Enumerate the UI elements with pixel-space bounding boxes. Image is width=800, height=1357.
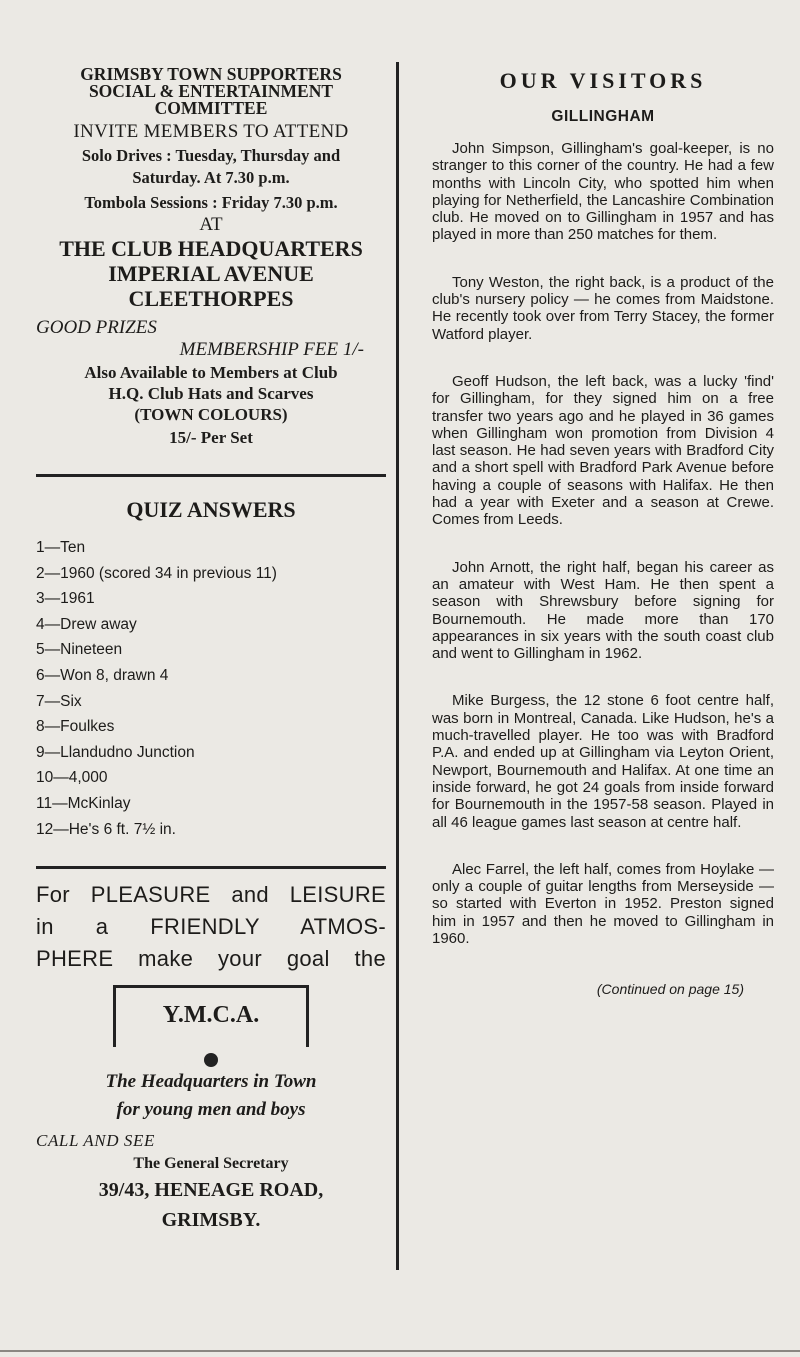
set-price: 15/- Per Set bbox=[169, 428, 253, 447]
tombola-sessions: Tombola Sessions : Friday 7.30 p.m. bbox=[84, 193, 338, 212]
at-text: AT bbox=[199, 214, 223, 235]
available-line3: (TOWN COLOURS) bbox=[134, 405, 288, 424]
quiz-answer: 2—1960 (scored 34 in previous 11) bbox=[36, 564, 277, 582]
player-paragraph: Geoff Hudson, the left back, was a lucky 'find' for Gillingham, for they signed him on a free transfer two years ago and he played in 36 games when Gillingham won promotion from Division 4 last season. He had seven years with Bradford City and a short spell with Bradford Park Avenue before having a couple of seasons with Halifax. He then had a year with Exeter and a season at Crewe. Comes from Leeds. bbox=[432, 372, 774, 529]
quiz-answer: 9—Llandudno Junction bbox=[36, 743, 195, 761]
ymca-line1: For PLEASURE and LEISURE bbox=[36, 882, 386, 908]
ymca-tagline1: The Headquarters in Town bbox=[105, 1071, 317, 1093]
ymca-advert bbox=[36, 879, 386, 1233]
visitors-title: OUR VISITORS bbox=[499, 68, 707, 93]
invite-text: INVITE MEMBERS TO ATTEND bbox=[73, 121, 349, 142]
ymca-line2: in a FRIENDLY ATMOS- bbox=[36, 914, 386, 940]
solo-drives-line1: Solo Drives : Tuesday, Thursday and bbox=[81, 146, 341, 165]
hq-line3: CLEETHORPES bbox=[128, 286, 294, 311]
ymca-tagline2: for young men and boys bbox=[116, 1099, 306, 1121]
quiz-answer: 11—McKinlay bbox=[36, 794, 131, 812]
available-line2: H.Q. Club Hats and Scarves bbox=[108, 384, 314, 403]
section-divider bbox=[36, 866, 386, 869]
good-prizes: GOOD PRIZES bbox=[36, 317, 157, 338]
quiz-section bbox=[36, 497, 386, 842]
quiz-answer: 1—Ten bbox=[36, 539, 86, 556]
ymca-address: 39/43, HENEAGE ROAD, bbox=[98, 1179, 324, 1202]
solo-drives-line2: Saturday. At 7.30 p.m. bbox=[132, 168, 290, 187]
player-paragraph: Alec Farrel, the left half, comes from Hoylake — only a couple of guitar lengths from Merseyside — so started with Everton in 1952. Preston signed him in 1957 and then he moved to Gillingham in 1960. bbox=[432, 860, 774, 947]
ymca-line3: PHERE make your goal the bbox=[36, 946, 386, 972]
membership-fee: MEMBERSHIP FEE 1/- bbox=[179, 339, 364, 360]
ymca-town: GRIMSBY. bbox=[161, 1209, 261, 1232]
player-paragraph: Mike Burgess, the 12 stone 6 foot centre half, was born in Montreal, Canada. Like Hudson, he's a much-travelled player. He too was with Bradford P.A. and ended up at Gillingham via Leyton Orient, Newport, Bournemouth and Halifax. At one time an inside forward, he got 24 goals from inside forward for Bournemouth in the 1957-58 season. Played in all 46 league games last season at centre half. bbox=[432, 692, 774, 831]
general-secretary: The General Secretary bbox=[133, 1155, 289, 1173]
available-line1: Also Available to Members at Club bbox=[84, 363, 338, 382]
ymca-name-box bbox=[113, 985, 309, 1047]
page-bottom-edge bbox=[0, 1350, 800, 1352]
hq-line2: IMPERIAL AVENUE bbox=[108, 261, 314, 286]
quiz-answer: 5—Nineteen bbox=[36, 641, 123, 659]
quiz-title: QUIZ ANSWERS bbox=[126, 497, 296, 522]
ymca-name: Y.M.C.A. bbox=[162, 1002, 260, 1029]
visiting-club-name: GILLINGHAM bbox=[551, 108, 655, 125]
quiz-answer: 6—Won 8, drawn 4 bbox=[36, 666, 169, 684]
player-paragraph: John Simpson, Gillingham's goal-keeper, is no stranger to this corner of the country. He had a few months with Lincoln City, who spotted him when playing for Netherfield, the Lancashire Combination club. He moved on to Gillingham in 1957 and has played in more than 250 matches for them. bbox=[432, 140, 774, 244]
continued-note: (Continued on page 15) bbox=[596, 981, 744, 998]
quiz-answers-list bbox=[36, 535, 386, 842]
org-name-line1: GRIMSBY TOWN SUPPORTERS bbox=[80, 64, 342, 84]
bullet-dot-icon bbox=[204, 1053, 218, 1067]
player-paragraph: John Arnott, the right half, began his career as an amateur with West Ham. He then spent a season with Shrewsbury before signing for Bournemouth. He made more than 170 appearances in six years with the south coast club and went to Gillingham in 1962. bbox=[432, 558, 774, 663]
org-name-line2: SOCIAL & ENTERTAINMENT bbox=[88, 81, 334, 101]
left-column bbox=[36, 66, 386, 1233]
supporters-advert bbox=[36, 66, 386, 448]
quiz-answer: 3—1961 bbox=[36, 590, 95, 608]
hq-line1: THE CLUB HEADQUARTERS bbox=[59, 236, 363, 261]
section-divider bbox=[36, 474, 386, 477]
quiz-answer: 4—Drew away bbox=[36, 615, 137, 633]
org-name-line3: COMMITTEE bbox=[154, 98, 268, 118]
column-divider bbox=[396, 62, 399, 1270]
quiz-answer: 7—Six bbox=[36, 692, 82, 710]
call-and-see: CALL AND SEE bbox=[36, 1131, 155, 1151]
quiz-answer: 10—4,000 bbox=[36, 769, 108, 787]
right-column bbox=[432, 66, 774, 997]
quiz-answer: 8—Foulkes bbox=[36, 718, 115, 736]
player-paragraph: Tony Weston, the right back, is a product of the club's nursery policy — he comes from Maidstone. He recently took over from Terry Stacey, the former Watford player. bbox=[432, 273, 774, 343]
quiz-answer: 12—He's 6 ft. 7½ in. bbox=[36, 820, 176, 838]
